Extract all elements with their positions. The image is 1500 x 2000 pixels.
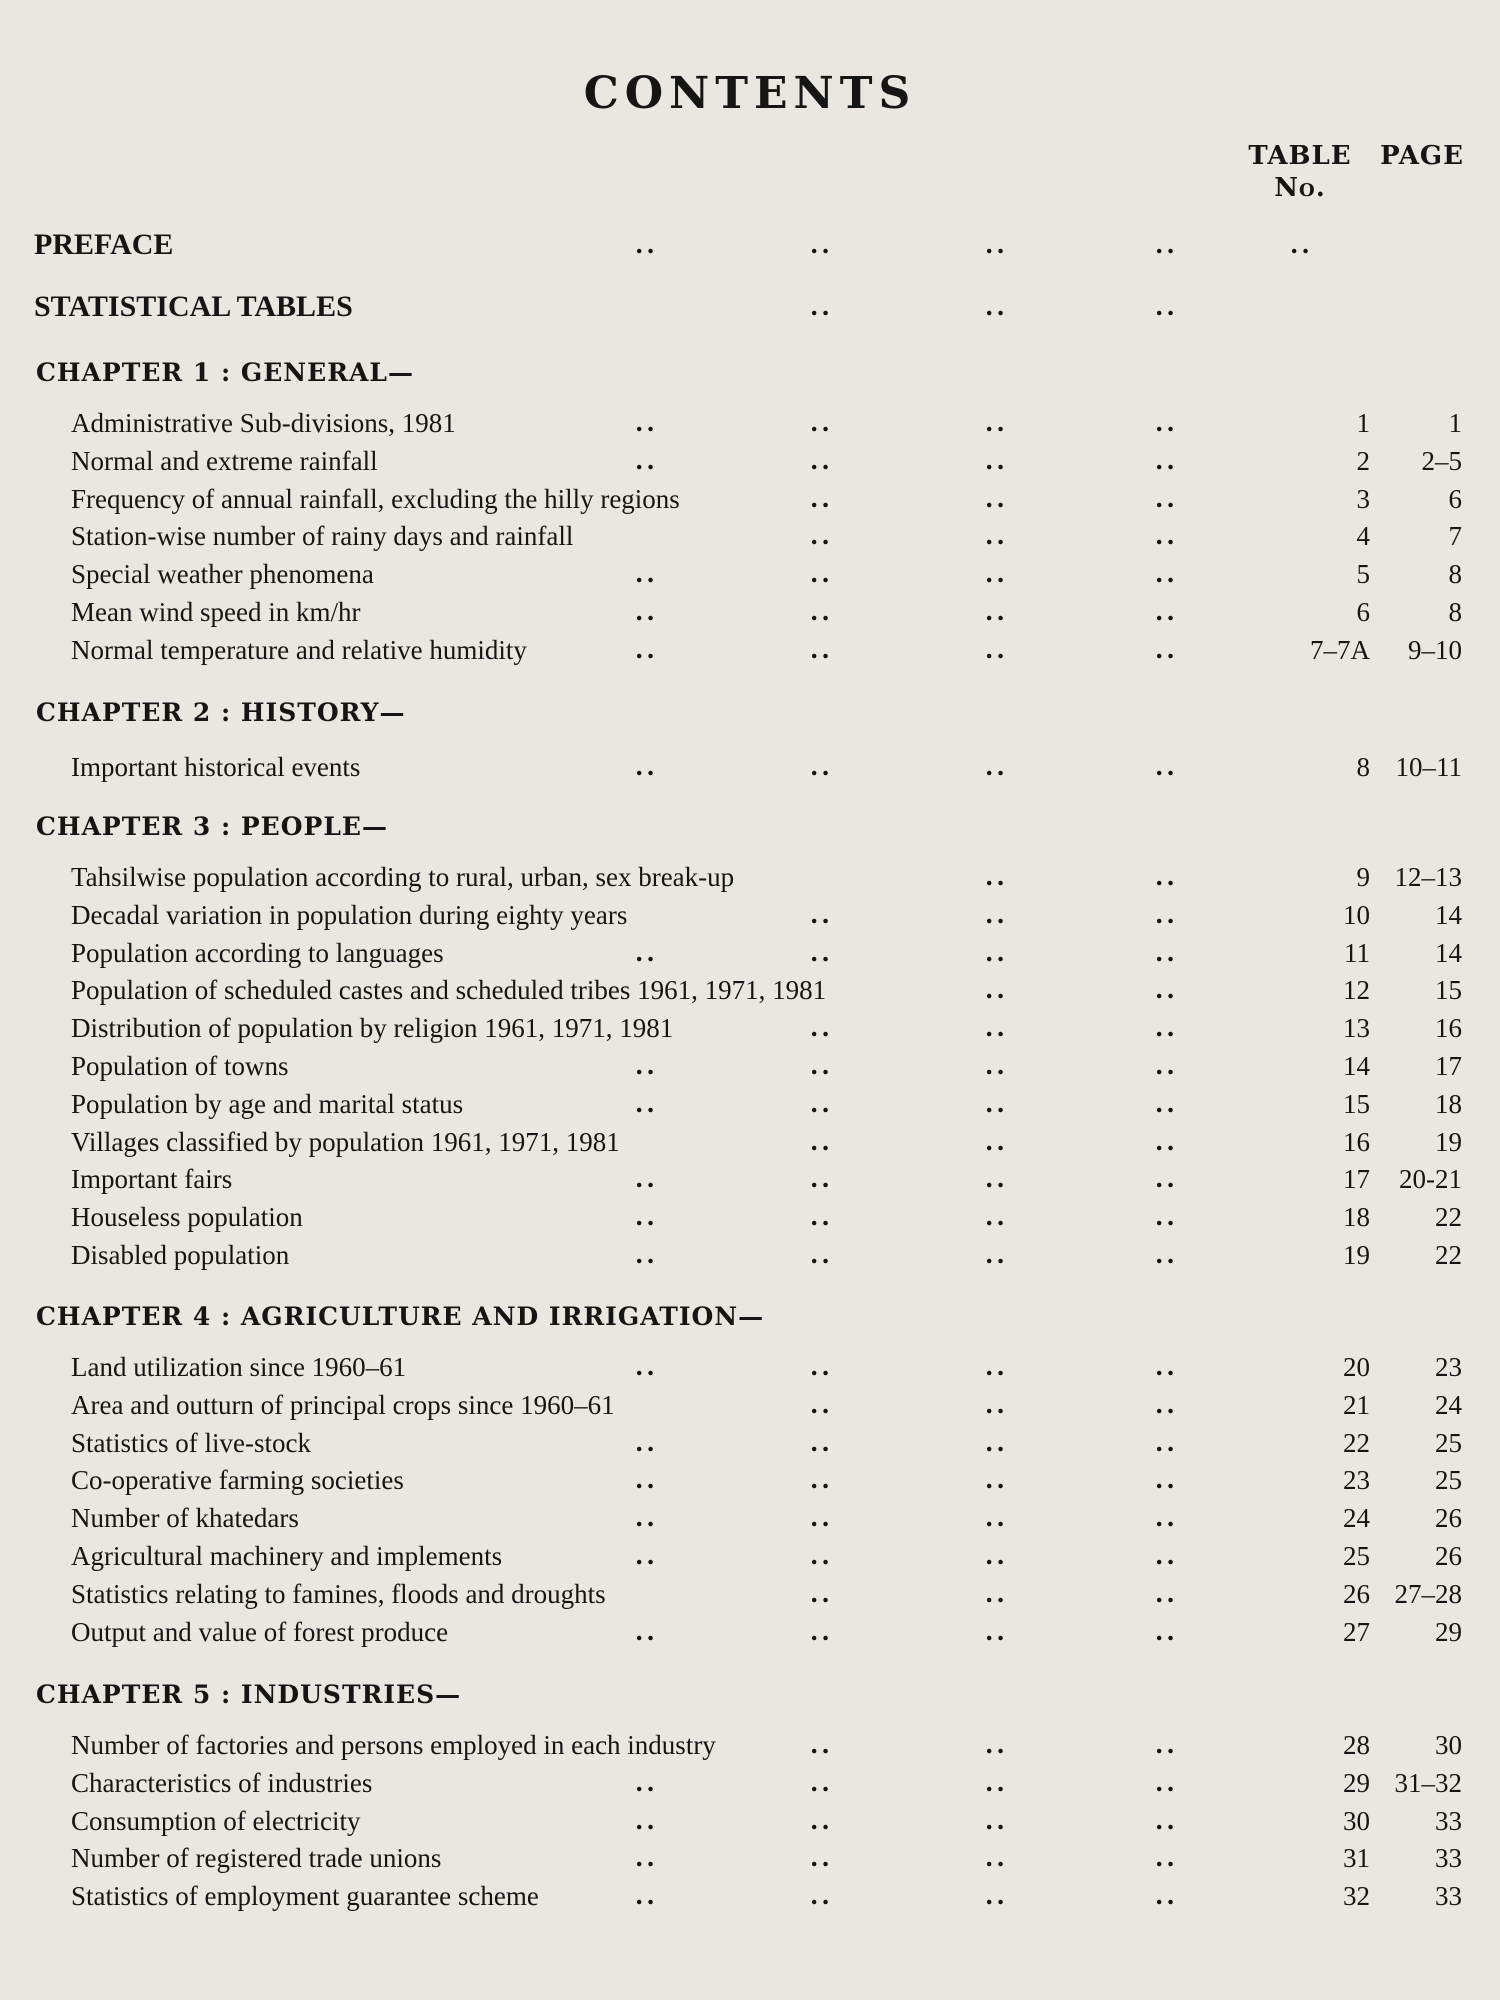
leader-dots: ..: [810, 634, 833, 664]
entry-title: Tahsilwise population according to rural, urban, sex break-up: [71, 862, 735, 892]
leader-dots: ..: [985, 1805, 1008, 1835]
toc-entry: [0, 938, 1500, 974]
leader-dots: ..: [985, 445, 1008, 475]
entry-title: Normal temperature and relative humidity: [71, 634, 527, 665]
toc-entry: [0, 1730, 1500, 1766]
leader-dots: ..: [635, 1503, 658, 1533]
table-number: 29: [1343, 1767, 1370, 1798]
page-number: 27–28: [1394, 1578, 1462, 1609]
page-number: 18: [1435, 1088, 1462, 1119]
toc-entry: [0, 1806, 1500, 1842]
entry-title: Number of factories and persons employed in each industry: [71, 1730, 716, 1760]
leader-dots: ..: [810, 1240, 833, 1269]
leader-dots: ..: [985, 483, 1008, 513]
leader-dots: ..: [1155, 1881, 1178, 1911]
table-number: 2: [1356, 445, 1370, 476]
toc-entry: [0, 1164, 1500, 1200]
leader-dots: ..: [985, 752, 1008, 781]
preface-leader-dots: ..: [1155, 230, 1178, 259]
entry-title: Output and value of forest produce: [71, 1616, 449, 1647]
entry-title: Agricultural machinery and implements: [71, 1541, 503, 1571]
entry-title: Normal and extreme rainfall: [71, 445, 378, 476]
toc-entry: [0, 446, 1500, 482]
leader-dots: ..: [985, 634, 1008, 664]
table-number: 13: [1343, 1013, 1370, 1044]
table-number: 25: [1343, 1541, 1370, 1571]
table-number: 3: [1356, 483, 1370, 514]
leader-dots: ..: [635, 1465, 658, 1495]
table-number: 30: [1343, 1805, 1370, 1836]
preface-leader-dots: ..: [635, 230, 658, 259]
page-number: 29: [1435, 1616, 1462, 1647]
leader-dots: ..: [810, 483, 833, 513]
entry-title: Mean wind speed in km/hr: [71, 597, 361, 627]
leader-dots: ..: [810, 1352, 833, 1381]
page-number: 14: [1435, 899, 1462, 930]
leader-dots: ..: [985, 1881, 1008, 1911]
leader-dots: ..: [810, 1164, 833, 1194]
table-number: 28: [1343, 1730, 1370, 1760]
chapter-heading: CHAPTER 1 : GENERAL—: [36, 358, 414, 387]
entry-title: Important fairs: [71, 1164, 233, 1195]
table-no-column-header: [1230, 140, 1370, 204]
table-number: 18: [1343, 1202, 1370, 1233]
toc-entry: [0, 1390, 1500, 1426]
entry-title: Population according to languages: [71, 937, 444, 968]
page-number: 22: [1435, 1240, 1462, 1270]
entry-title: Statistics relating to famines, floods and droughts: [71, 1578, 606, 1609]
entry-title: Population of scheduled castes and scheduled tribes 1961, 1971, 1981: [71, 975, 827, 1006]
toc-entry: [0, 1465, 1500, 1501]
entry-title: Population of towns: [71, 1051, 289, 1081]
leader-dots: ..: [985, 1843, 1008, 1873]
leader-dots: ..: [985, 899, 1008, 929]
leader-dots: ..: [1155, 1767, 1178, 1797]
leader-dots: ..: [635, 634, 658, 664]
leader-dots: ..: [810, 1427, 833, 1457]
toc-entry: [0, 1503, 1500, 1539]
leader-dots: ..: [635, 597, 658, 626]
leader-dots: ..: [810, 1541, 833, 1570]
toc-entry: [0, 1541, 1500, 1577]
page-number: 17: [1435, 1051, 1462, 1081]
leader-dots: ..: [635, 445, 658, 475]
entry-title: Statistics of employment guarantee scheme: [71, 1881, 539, 1912]
page-number: 8: [1448, 597, 1462, 627]
table-number: 11: [1344, 937, 1370, 968]
leader-dots: ..: [810, 1126, 833, 1156]
page-number: 26: [1435, 1503, 1462, 1534]
entry-title: Number of registered trade unions: [71, 1843, 442, 1874]
toc-entry: [0, 1202, 1500, 1238]
leader-dots: ..: [1155, 634, 1178, 664]
toc-entry: [0, 559, 1500, 595]
leader-dots: ..: [1155, 1730, 1178, 1759]
toc-entry: [0, 1089, 1500, 1125]
preface-leader-dots: ..: [985, 230, 1008, 259]
entry-title: Station-wise number of rainy days and rainfall: [71, 521, 574, 552]
chapter-heading: CHAPTER 2 : HISTORY—: [36, 698, 406, 727]
leader-dots: ..: [1155, 1240, 1178, 1269]
leader-dots: ..: [810, 1013, 833, 1043]
page-number: 2–5: [1421, 445, 1462, 476]
table-number: 14: [1343, 1051, 1370, 1081]
toc-entry: [0, 597, 1500, 633]
leader-dots: ..: [1155, 1126, 1178, 1156]
table-number: 4: [1356, 521, 1370, 552]
leader-dots: ..: [985, 862, 1008, 891]
table-number: 1: [1356, 408, 1370, 438]
page-number: 22: [1435, 1202, 1462, 1233]
leader-dots: ..: [810, 1088, 833, 1118]
page-number: 9–10: [1408, 634, 1462, 665]
leader-dots: ..: [810, 1202, 833, 1232]
leader-dots: ..: [810, 1843, 833, 1873]
leader-dots: ..: [1155, 975, 1178, 1005]
leader-dots: ..: [635, 752, 658, 781]
leader-dots: ..: [985, 1427, 1008, 1457]
page-number: 25: [1435, 1427, 1462, 1458]
leader-dots: ..: [635, 1164, 658, 1194]
leader-dots: ..: [1155, 1616, 1178, 1646]
leader-dots: ..: [1155, 1352, 1178, 1381]
leader-dots: ..: [985, 1013, 1008, 1043]
leader-dots: ..: [1155, 445, 1178, 475]
leader-dots: ..: [810, 1730, 833, 1759]
entry-title: Consumption of electricity: [71, 1805, 361, 1836]
page-number: 6: [1448, 483, 1462, 514]
table-number: 21: [1343, 1389, 1370, 1420]
leader-dots: ..: [1155, 1164, 1178, 1194]
toc-entry: [0, 1881, 1500, 1917]
leader-dots: ..: [985, 1240, 1008, 1269]
leader-dots: ..: [635, 408, 658, 437]
leader-dots: ..: [1155, 1503, 1178, 1533]
table-number: 24: [1343, 1503, 1370, 1534]
leader-dots: ..: [810, 1767, 833, 1797]
leader-dots: ..: [810, 521, 833, 551]
leader-dots: ..: [985, 559, 1008, 589]
toc-entry: [0, 521, 1500, 557]
entry-title: Administrative Sub-divisions, 1981: [71, 408, 456, 438]
leader-dots: ..: [1155, 559, 1178, 589]
leader-dots: ..: [985, 1389, 1008, 1419]
leader-dots: ..: [1155, 521, 1178, 551]
toc-entry: [0, 1768, 1500, 1804]
preface-heading: PREFACE: [34, 228, 174, 261]
entry-title: Number of khatedars: [71, 1503, 299, 1534]
entry-title: Villages classified by population 1961, 1971, 1981: [71, 1126, 620, 1157]
toc-entry: [0, 1240, 1500, 1276]
entry-title: Distribution of population by religion 1961, 1971, 1981: [71, 1013, 674, 1044]
leader-dots: ..: [1155, 483, 1178, 513]
leader-dots: ..: [810, 937, 833, 967]
leader-dots: ..: [985, 1767, 1008, 1797]
toc-entry: [0, 1352, 1500, 1388]
leader-dots: ..: [1155, 1578, 1178, 1608]
page-number: 31–32: [1394, 1767, 1462, 1798]
leader-dots: ..: [635, 559, 658, 589]
leader-dots: ..: [1155, 1202, 1178, 1232]
leader-dots: ..: [635, 1805, 658, 1835]
chapter-heading: CHAPTER 5 : INDUSTRIES—: [36, 1680, 462, 1709]
leader-dots: ..: [810, 899, 833, 929]
leader-dots: ..: [985, 1730, 1008, 1759]
table-number: 19: [1343, 1240, 1370, 1270]
chapter-heading: CHAPTER 4 : AGRICULTURE AND IRRIGATION—: [36, 1302, 765, 1331]
leader-dots: ..: [635, 1767, 658, 1797]
leader-dots: ..: [985, 1541, 1008, 1570]
page-number: 33: [1435, 1805, 1462, 1836]
page-number: 33: [1435, 1843, 1462, 1874]
table-number: 7–7A: [1310, 634, 1370, 665]
toc-entry: [0, 1051, 1500, 1087]
leader-dots: ..: [810, 597, 833, 626]
page-number: 15: [1435, 975, 1462, 1006]
statistical-tables-leader-dots: ..: [985, 292, 1008, 321]
leader-dots: ..: [810, 1805, 833, 1835]
toc-entry: [0, 1579, 1500, 1615]
toc-entry: [0, 862, 1500, 898]
leader-dots: ..: [985, 408, 1008, 437]
preface-leader-dots: ..: [1290, 230, 1313, 259]
page-number: 23: [1435, 1352, 1462, 1382]
leader-dots: ..: [810, 445, 833, 475]
page-number: 12–13: [1394, 862, 1462, 892]
leader-dots: ..: [635, 1202, 658, 1232]
leader-dots: ..: [635, 1051, 658, 1080]
leader-dots: ..: [810, 559, 833, 589]
entry-title: Disabled population: [71, 1240, 290, 1270]
leader-dots: ..: [635, 1843, 658, 1873]
entry-title: Statistics of live-stock: [71, 1427, 311, 1458]
page-number: 20-21: [1399, 1164, 1462, 1195]
page-column-header: PAGE: [1380, 141, 1464, 171]
page-number: 8: [1448, 559, 1462, 590]
leader-dots: ..: [1155, 1541, 1178, 1570]
entry-title: Area and outturn of principal crops since 1960–61: [71, 1389, 615, 1420]
leader-dots: ..: [985, 1088, 1008, 1118]
leader-dots: ..: [985, 1126, 1008, 1156]
table-number: 16: [1343, 1126, 1370, 1157]
page-title: CONTENTS: [583, 68, 917, 119]
leader-dots: ..: [810, 408, 833, 437]
preface-leader-dots: ..: [810, 230, 833, 259]
leader-dots: ..: [1155, 408, 1178, 437]
table-number: 15: [1343, 1088, 1370, 1119]
statistical-tables-heading: STATISTICAL TABLES: [34, 290, 353, 323]
statistical-tables-leader-dots: ..: [1155, 292, 1178, 321]
leader-dots: ..: [1155, 899, 1178, 929]
table-number: 31: [1343, 1843, 1370, 1874]
page-number: 7: [1448, 521, 1462, 552]
leader-dots: ..: [985, 937, 1008, 967]
statistical-tables-leader-dots: ..: [810, 292, 833, 321]
toc-entry: [0, 1617, 1500, 1653]
toc-entry: [0, 1843, 1500, 1879]
table-number: 26: [1343, 1578, 1370, 1609]
leader-dots: ..: [1155, 597, 1178, 626]
entry-title: Houseless population: [71, 1202, 303, 1233]
toc-entry: [0, 408, 1500, 444]
page-number: 14: [1435, 937, 1462, 968]
leader-dots: ..: [985, 521, 1008, 551]
leader-dots: ..: [810, 1616, 833, 1646]
leader-dots: ..: [1155, 1843, 1178, 1873]
leader-dots: ..: [1155, 1013, 1178, 1043]
page-number: 24: [1435, 1389, 1462, 1420]
leader-dots: ..: [810, 1465, 833, 1495]
leader-dots: ..: [985, 1616, 1008, 1646]
page-number: 26: [1435, 1541, 1462, 1571]
table-number: 32: [1343, 1881, 1370, 1912]
entry-title: Characteristics of industries: [71, 1767, 373, 1798]
table-number: 27: [1343, 1616, 1370, 1647]
leader-dots: ..: [985, 1465, 1008, 1495]
page-number: 19: [1435, 1126, 1462, 1157]
leader-dots: ..: [985, 1352, 1008, 1381]
leader-dots: ..: [810, 1578, 833, 1608]
entry-title: Important historical events: [71, 752, 361, 782]
page-number: 30: [1435, 1730, 1462, 1760]
table-no-header-line2: No.: [1274, 173, 1326, 203]
entry-title: Special weather phenomena: [71, 559, 374, 590]
leader-dots: ..: [810, 1051, 833, 1080]
table-number: 6: [1356, 597, 1370, 627]
entry-title: Population by age and marital status: [71, 1088, 464, 1119]
leader-dots: ..: [810, 1503, 833, 1533]
leader-dots: ..: [985, 975, 1008, 1005]
leader-dots: ..: [1155, 752, 1178, 781]
leader-dots: ..: [635, 1088, 658, 1118]
leader-dots: ..: [635, 1427, 658, 1457]
table-number: 12: [1343, 975, 1370, 1006]
leader-dots: ..: [1155, 862, 1178, 891]
toc-entry: [0, 484, 1500, 520]
leader-dots: ..: [635, 1240, 658, 1269]
leader-dots: ..: [1155, 1427, 1178, 1457]
toc-entry: [0, 752, 1500, 788]
toc-entry: [0, 975, 1500, 1011]
leader-dots: ..: [1155, 1088, 1178, 1118]
table-number: 20: [1343, 1352, 1370, 1382]
table-number: 9: [1356, 862, 1370, 892]
leader-dots: ..: [810, 1881, 833, 1911]
entry-title: Decadal variation in population during eighty years: [71, 899, 628, 930]
leader-dots: ..: [1155, 937, 1178, 967]
leader-dots: ..: [1155, 1805, 1178, 1835]
leader-dots: ..: [1155, 1465, 1178, 1495]
entry-title: Co-operative farming societies: [71, 1465, 404, 1496]
leader-dots: ..: [635, 1881, 658, 1911]
toc-entry: [0, 635, 1500, 671]
table-no-header-line1: TABLE: [1248, 141, 1352, 171]
leader-dots: ..: [1155, 1389, 1178, 1419]
leader-dots: ..: [985, 1578, 1008, 1608]
leader-dots: ..: [635, 937, 658, 967]
leader-dots: ..: [985, 1503, 1008, 1533]
leader-dots: ..: [810, 752, 833, 781]
leader-dots: ..: [810, 1389, 833, 1419]
table-number: 5: [1356, 559, 1370, 590]
table-number: 10: [1343, 899, 1370, 930]
page-number: 10–11: [1395, 752, 1462, 782]
table-number: 22: [1343, 1427, 1370, 1458]
leader-dots: ..: [1155, 1051, 1178, 1080]
table-number: 23: [1343, 1465, 1370, 1496]
entry-title: Frequency of annual rainfall, excluding the hilly regions: [71, 483, 680, 514]
toc-entry: [0, 1428, 1500, 1464]
toc-entry: [0, 1013, 1500, 1049]
leader-dots: ..: [635, 1616, 658, 1646]
toc-entry: [0, 1127, 1500, 1163]
page-number: 33: [1435, 1881, 1462, 1912]
table-number: 8: [1356, 752, 1370, 782]
leader-dots: ..: [635, 1352, 658, 1381]
toc-entry: [0, 900, 1500, 936]
leader-dots: ..: [985, 597, 1008, 626]
chapter-heading: CHAPTER 3 : PEOPLE—: [36, 812, 388, 841]
page-number: 1: [1448, 408, 1462, 438]
leader-dots: ..: [985, 1202, 1008, 1232]
leader-dots: ..: [985, 1164, 1008, 1194]
table-number: 17: [1343, 1164, 1370, 1195]
leader-dots: ..: [985, 1051, 1008, 1080]
entry-title: Land utilization since 1960–61: [71, 1352, 407, 1382]
page-number: 25: [1435, 1465, 1462, 1496]
page-number: 16: [1435, 1013, 1462, 1044]
leader-dots: ..: [635, 1541, 658, 1570]
